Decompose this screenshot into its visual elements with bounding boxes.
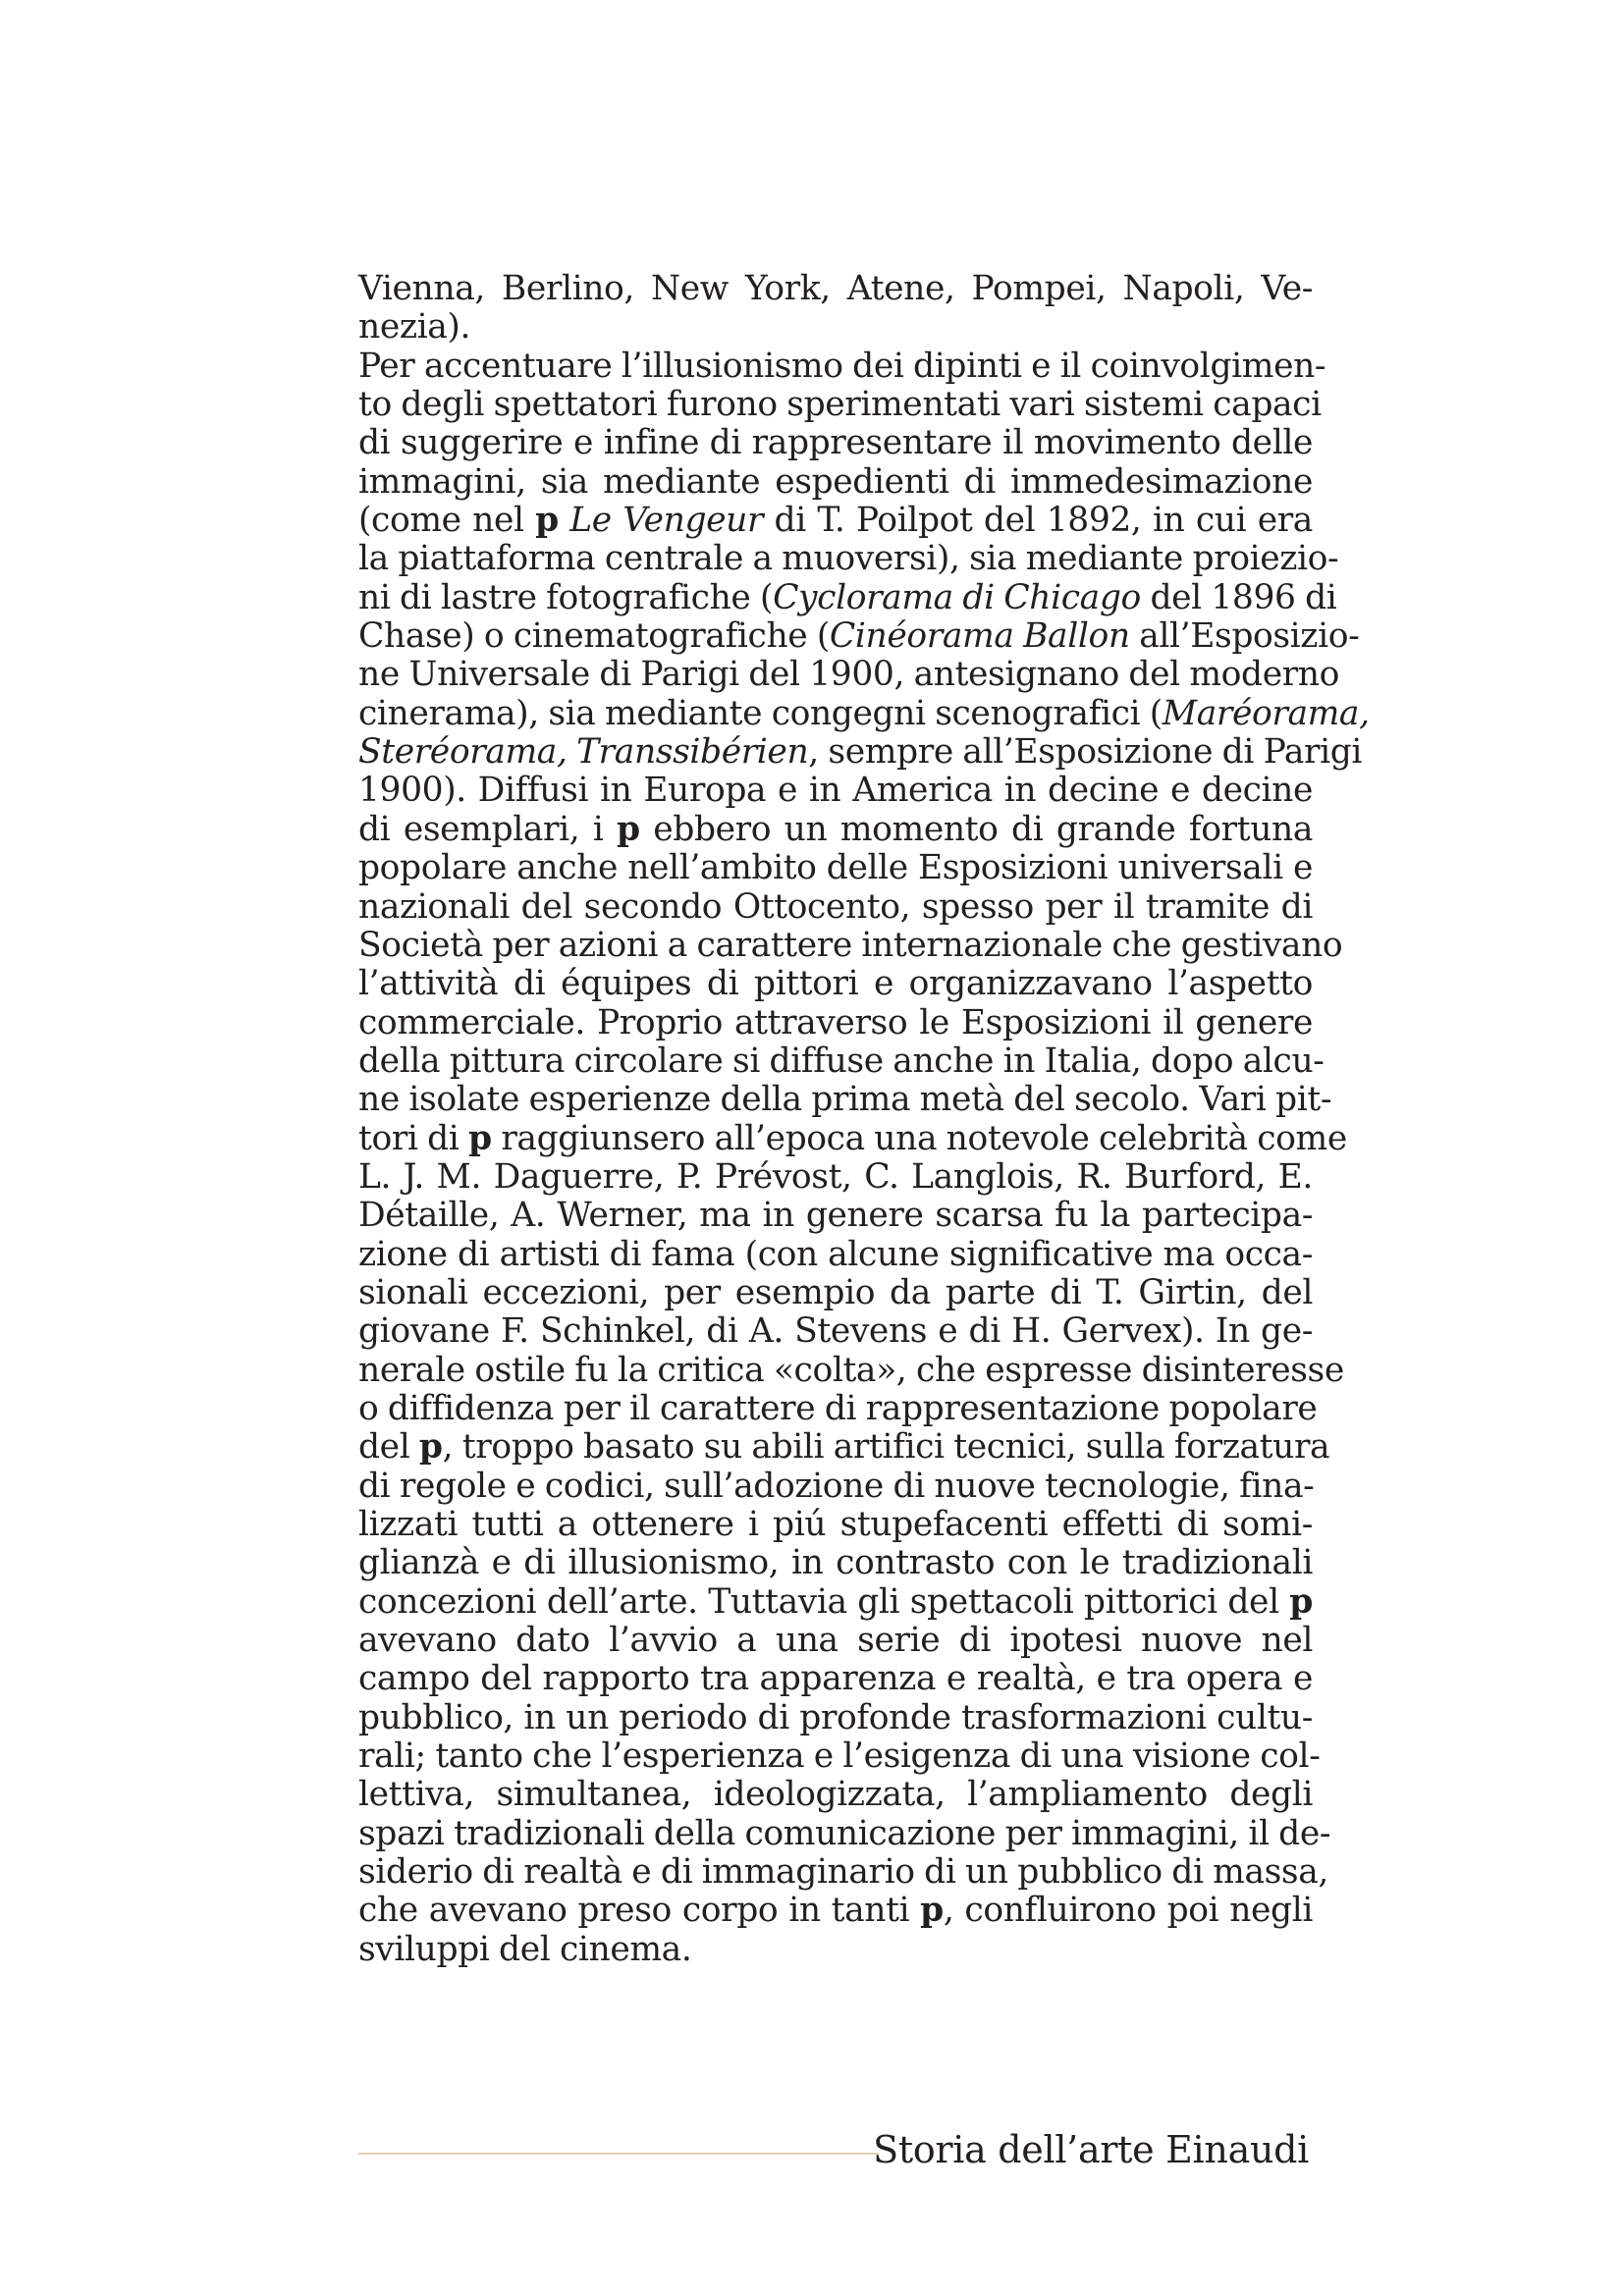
- text-line: [358, 616, 1360, 657]
- text-line: [358, 1158, 1313, 1197]
- text-line: [358, 1388, 1318, 1428]
- text-line: [358, 965, 1313, 1003]
- text-segment: di esemplari, i: [358, 809, 617, 849]
- text-line: [358, 539, 1339, 579]
- text-segment: Chase) o cinematografiche (: [358, 616, 830, 657]
- text-line: [358, 1041, 1325, 1081]
- text-segment: avevano dato l’avvio a una serie di ipotesi nuove nel: [358, 1621, 1313, 1661]
- text-line: [358, 732, 1363, 773]
- text-line: [358, 849, 1313, 887]
- text-segment: di T. Poilpot del 1892, in cui era: [763, 501, 1313, 541]
- text-segment: o diffidenza per il carattere di rappresentazione popolare: [358, 1388, 1318, 1428]
- entry-abbreviation: p: [418, 1427, 443, 1468]
- text-line: [358, 385, 1322, 425]
- text-line: [358, 1892, 1313, 1930]
- text-segment: raggiunsero all’epoca una notevole celebrità come: [491, 1118, 1347, 1158]
- text-line: [358, 888, 1313, 927]
- text-segment: all’Esposizio-: [1129, 616, 1360, 657]
- text-segment: zione di artisti di fama (con alcune significative ma occa-: [358, 1234, 1313, 1274]
- text-line: [358, 1660, 1313, 1698]
- text-segment: campo del rapporto tra apparenza e realtà, e tra opera e: [358, 1659, 1313, 1699]
- text-segment: di suggerire e infine di rappresentare il movimento delle: [358, 423, 1313, 463]
- italic-title: Steréorama, Transsibérien: [358, 732, 809, 773]
- text-line: [358, 1274, 1313, 1312]
- text-line: [358, 577, 1337, 617]
- text-line: [358, 655, 1339, 695]
- entry-abbreviation: p: [468, 1118, 492, 1158]
- text-segment: nazionali del secondo Ottocento, spesso per il tramite di: [358, 886, 1313, 927]
- text-segment: sviluppi del cinema.: [358, 1929, 692, 1969]
- text-line: [358, 1350, 1344, 1390]
- text-segment: siderio di realtà e di immaginario di un pubblico di massa,: [358, 1852, 1328, 1893]
- body-text: [358, 269, 1370, 1969]
- text-line: [358, 925, 1343, 965]
- text-segment: la piattaforma centrale a muoversi), sia mediante proiezio-: [358, 539, 1339, 579]
- text-segment: pubblico, in un periodo di profonde trasformazioni cultu-: [358, 1697, 1313, 1737]
- italic-title: Cinéorama Ballon: [829, 616, 1130, 657]
- text-line: [358, 693, 1370, 733]
- text-line: [358, 1699, 1313, 1737]
- text-line: [358, 1931, 1313, 1969]
- text-line: [358, 346, 1326, 386]
- text-segment: che avevano preso corpo in tanti: [358, 1891, 921, 1931]
- text-line: [358, 1544, 1313, 1582]
- text-segment: concezioni dell’arte. Tuttavia gli spettacoli pittorici del: [358, 1581, 1290, 1622]
- text-segment: commerciale. Proprio attraverso le Esposizioni il genere: [358, 1002, 1313, 1042]
- text-segment: [559, 501, 569, 540]
- text-segment: spazi tradizionali della comunicazione per immagini, il de-: [358, 1813, 1331, 1853]
- text-segment: sionali eccezioni, per esempio da parte di T. Girtin, del: [358, 1272, 1313, 1312]
- footer-rule: [358, 2153, 879, 2155]
- text-segment: nerale ostile fu la critica «colta», che espresse disinteresse: [358, 1350, 1344, 1390]
- text-segment: ne Universale di Parigi del 1900, antesignano del moderno: [358, 655, 1339, 695]
- text-line: [358, 1506, 1313, 1544]
- text-segment: , sempre all’Esposizione di Parigi: [808, 732, 1363, 773]
- footer-title: Storia dell’arte Einaudi: [873, 2128, 1309, 2171]
- text-line: [358, 1736, 1321, 1777]
- text-line: [358, 1427, 1330, 1468]
- text-segment: 1900). Diffusi in Europa e in America in decine e decine: [358, 771, 1313, 811]
- text-segment: rali; tanto che l’esperienza e l’esigenza di una visione col-: [358, 1736, 1321, 1777]
- italic-title: Le Vengeur: [569, 501, 764, 541]
- text-segment: Vienna, Berlino, New York, Atene, Pompei, Napoli, Ve-: [358, 269, 1313, 308]
- text-segment: Società per azioni a carattere internazionale che gestivano: [358, 925, 1343, 965]
- entry-abbreviation: p: [1289, 1581, 1313, 1622]
- text-segment: ebbero un momento di grande fortuna: [639, 809, 1314, 849]
- text-segment: ni di lastre fotografiche (: [358, 577, 774, 617]
- text-segment: L. J. M. Daguerre, P. Prévost, C. Langlois, R. Burford, E.: [358, 1156, 1313, 1197]
- text-line: [358, 1080, 1332, 1120]
- text-segment: Détaille, A. Werner, ma in genere scarsa fu la partecipa-: [358, 1196, 1313, 1236]
- text-line: [358, 1312, 1313, 1351]
- text-line: [358, 1236, 1313, 1274]
- text-segment: lettiva, simultanea, ideologizzata, l’ampliamento degli: [358, 1775, 1313, 1815]
- text-line: [358, 502, 1313, 540]
- text-line: [358, 811, 1313, 849]
- text-segment: cinerama), sia mediante congegni scenografici (: [358, 693, 1163, 733]
- text-segment: to degli spettatori furono sperimentati vari sistemi capaci: [358, 385, 1322, 425]
- text-segment: di regole e codici, sull’adozione di nuove tecnologie, fina-: [358, 1466, 1315, 1506]
- text-segment: ne isolate esperienze della prima metà del secolo. Vari pit-: [358, 1080, 1332, 1120]
- entry-abbreviation: p: [617, 809, 640, 849]
- text-line: [358, 1776, 1313, 1814]
- italic-title: Cyclorama di Chicago: [773, 577, 1141, 617]
- text-line: [358, 424, 1313, 462]
- text-segment: giovane F. Schinkel, di A. Stevens e di H. Gervex). In ge-: [358, 1311, 1313, 1352]
- text-segment: glianzà e di illusionismo, in contrasto con le tradizionali: [358, 1543, 1313, 1583]
- text-segment: popolare anche nell’ambito delle Esposizioni universali e: [358, 848, 1313, 888]
- text-line: [358, 1197, 1313, 1235]
- text-line: [358, 1813, 1331, 1853]
- text-segment: lizzati tutti a ottenere i piú stupefacenti effetti di somi-: [358, 1505, 1313, 1544]
- text-segment: (come nel: [358, 501, 536, 541]
- text-line: [358, 1468, 1313, 1506]
- text-line: [358, 308, 1313, 347]
- text-segment: , troppo basato su abili artifici tecnici, sulla forzatura: [442, 1427, 1330, 1468]
- italic-title: Maréorama,: [1162, 693, 1370, 733]
- entry-abbreviation: p: [535, 501, 559, 541]
- entry-abbreviation: p: [920, 1891, 944, 1931]
- text-line: [358, 772, 1313, 810]
- text-segment: l’attività di équipes di pittori e organizzavano l’aspetto: [358, 964, 1313, 1004]
- text-line: [358, 1118, 1347, 1158]
- text-segment: del 1896 di: [1140, 577, 1337, 617]
- text-segment: della pittura circolare si diffuse anche in Italia, dopo alcu-: [358, 1041, 1325, 1081]
- text-segment: immagini, sia mediante espedienti di immedesimazione: [358, 461, 1313, 502]
- text-line: [358, 1622, 1313, 1660]
- text-segment: , confluirono poi negli: [943, 1891, 1314, 1931]
- text-line: [358, 1583, 1313, 1622]
- text-line: [358, 1852, 1328, 1893]
- text-line: [358, 463, 1313, 502]
- text-segment: tori di: [358, 1118, 469, 1158]
- text-line: [358, 270, 1313, 308]
- text-segment: del: [358, 1427, 419, 1468]
- text-segment: nezia).: [358, 307, 471, 347]
- text-segment: Per accentuare l’illusionismo dei dipinti e il coinvolgimen-: [358, 346, 1326, 386]
- text-line: [358, 1004, 1313, 1042]
